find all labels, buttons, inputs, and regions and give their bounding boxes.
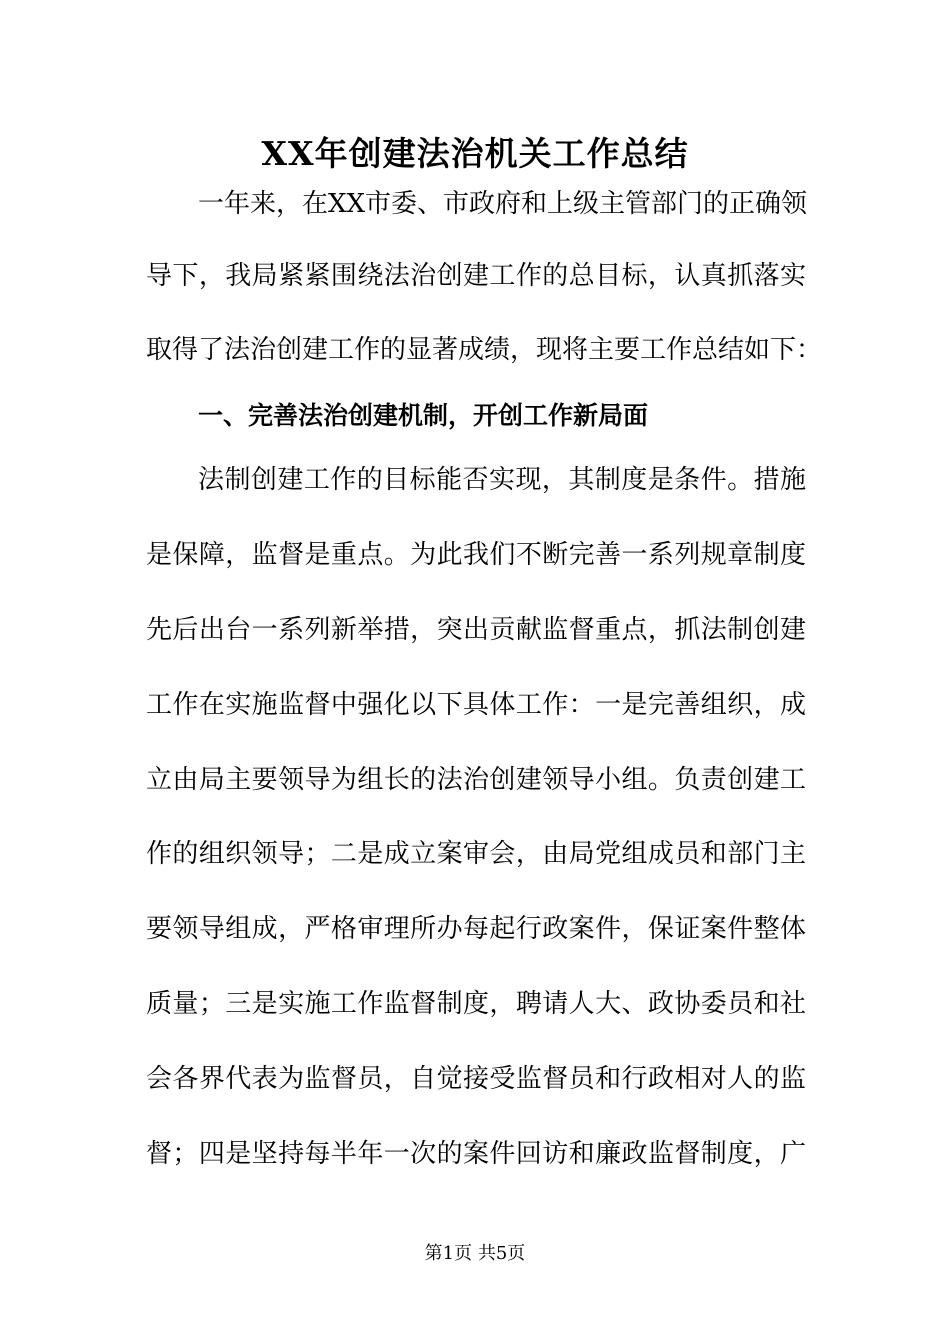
body-line: 质量；三是实施工作监督制度，聘请人大、政协委员和社 [146,989,806,1019]
body-line: 是保障，监督是重点。为此我们不断完善一系列规章制度 [146,540,806,570]
document-title: XX年创建法治机关工作总结 [261,134,689,173]
section-heading: 一、完善法治创建机制，开创工作新局面 [198,401,649,430]
body-line: 会各界代表为监督员，自觉接受监督员和行政相对人的监 [146,1064,806,1094]
body-line: 工作在实施监督中强化以下具体工作：一是完善组织，成 [146,690,806,720]
intro-line: 取得了法治创建工作的显著成绩，现将主要工作总结如下： [146,335,823,365]
intro-line: 导下，我局紧紧围绕法治创建工作的总目标，认真抓落实 [146,261,806,291]
intro-line: 一年来，在XX市委、市政府和上级主管部门的正确领 [198,189,808,219]
body-line: 作的组织领导；二是成立案审会，由局党组成员和部门主 [146,839,806,869]
body-line: 要领导组成，严格审理所办每起行政案件，保证案件整体 [146,914,806,944]
body-line: 立由局主要领导为组长的法治创建领导小组。负责创建工 [146,765,806,795]
body-line: 督；四是坚持每半年一次的案件回访和廉政监督制度，广 [146,1139,806,1169]
body-line: 法制创建工作的目标能否实现，其制度是条件。措施 [198,465,806,495]
body-line: 先后出台一系列新举措，突出贡献监督重点，抓法制创建 [146,615,806,645]
page-footer: 第1页 共5页 [424,1243,526,1264]
